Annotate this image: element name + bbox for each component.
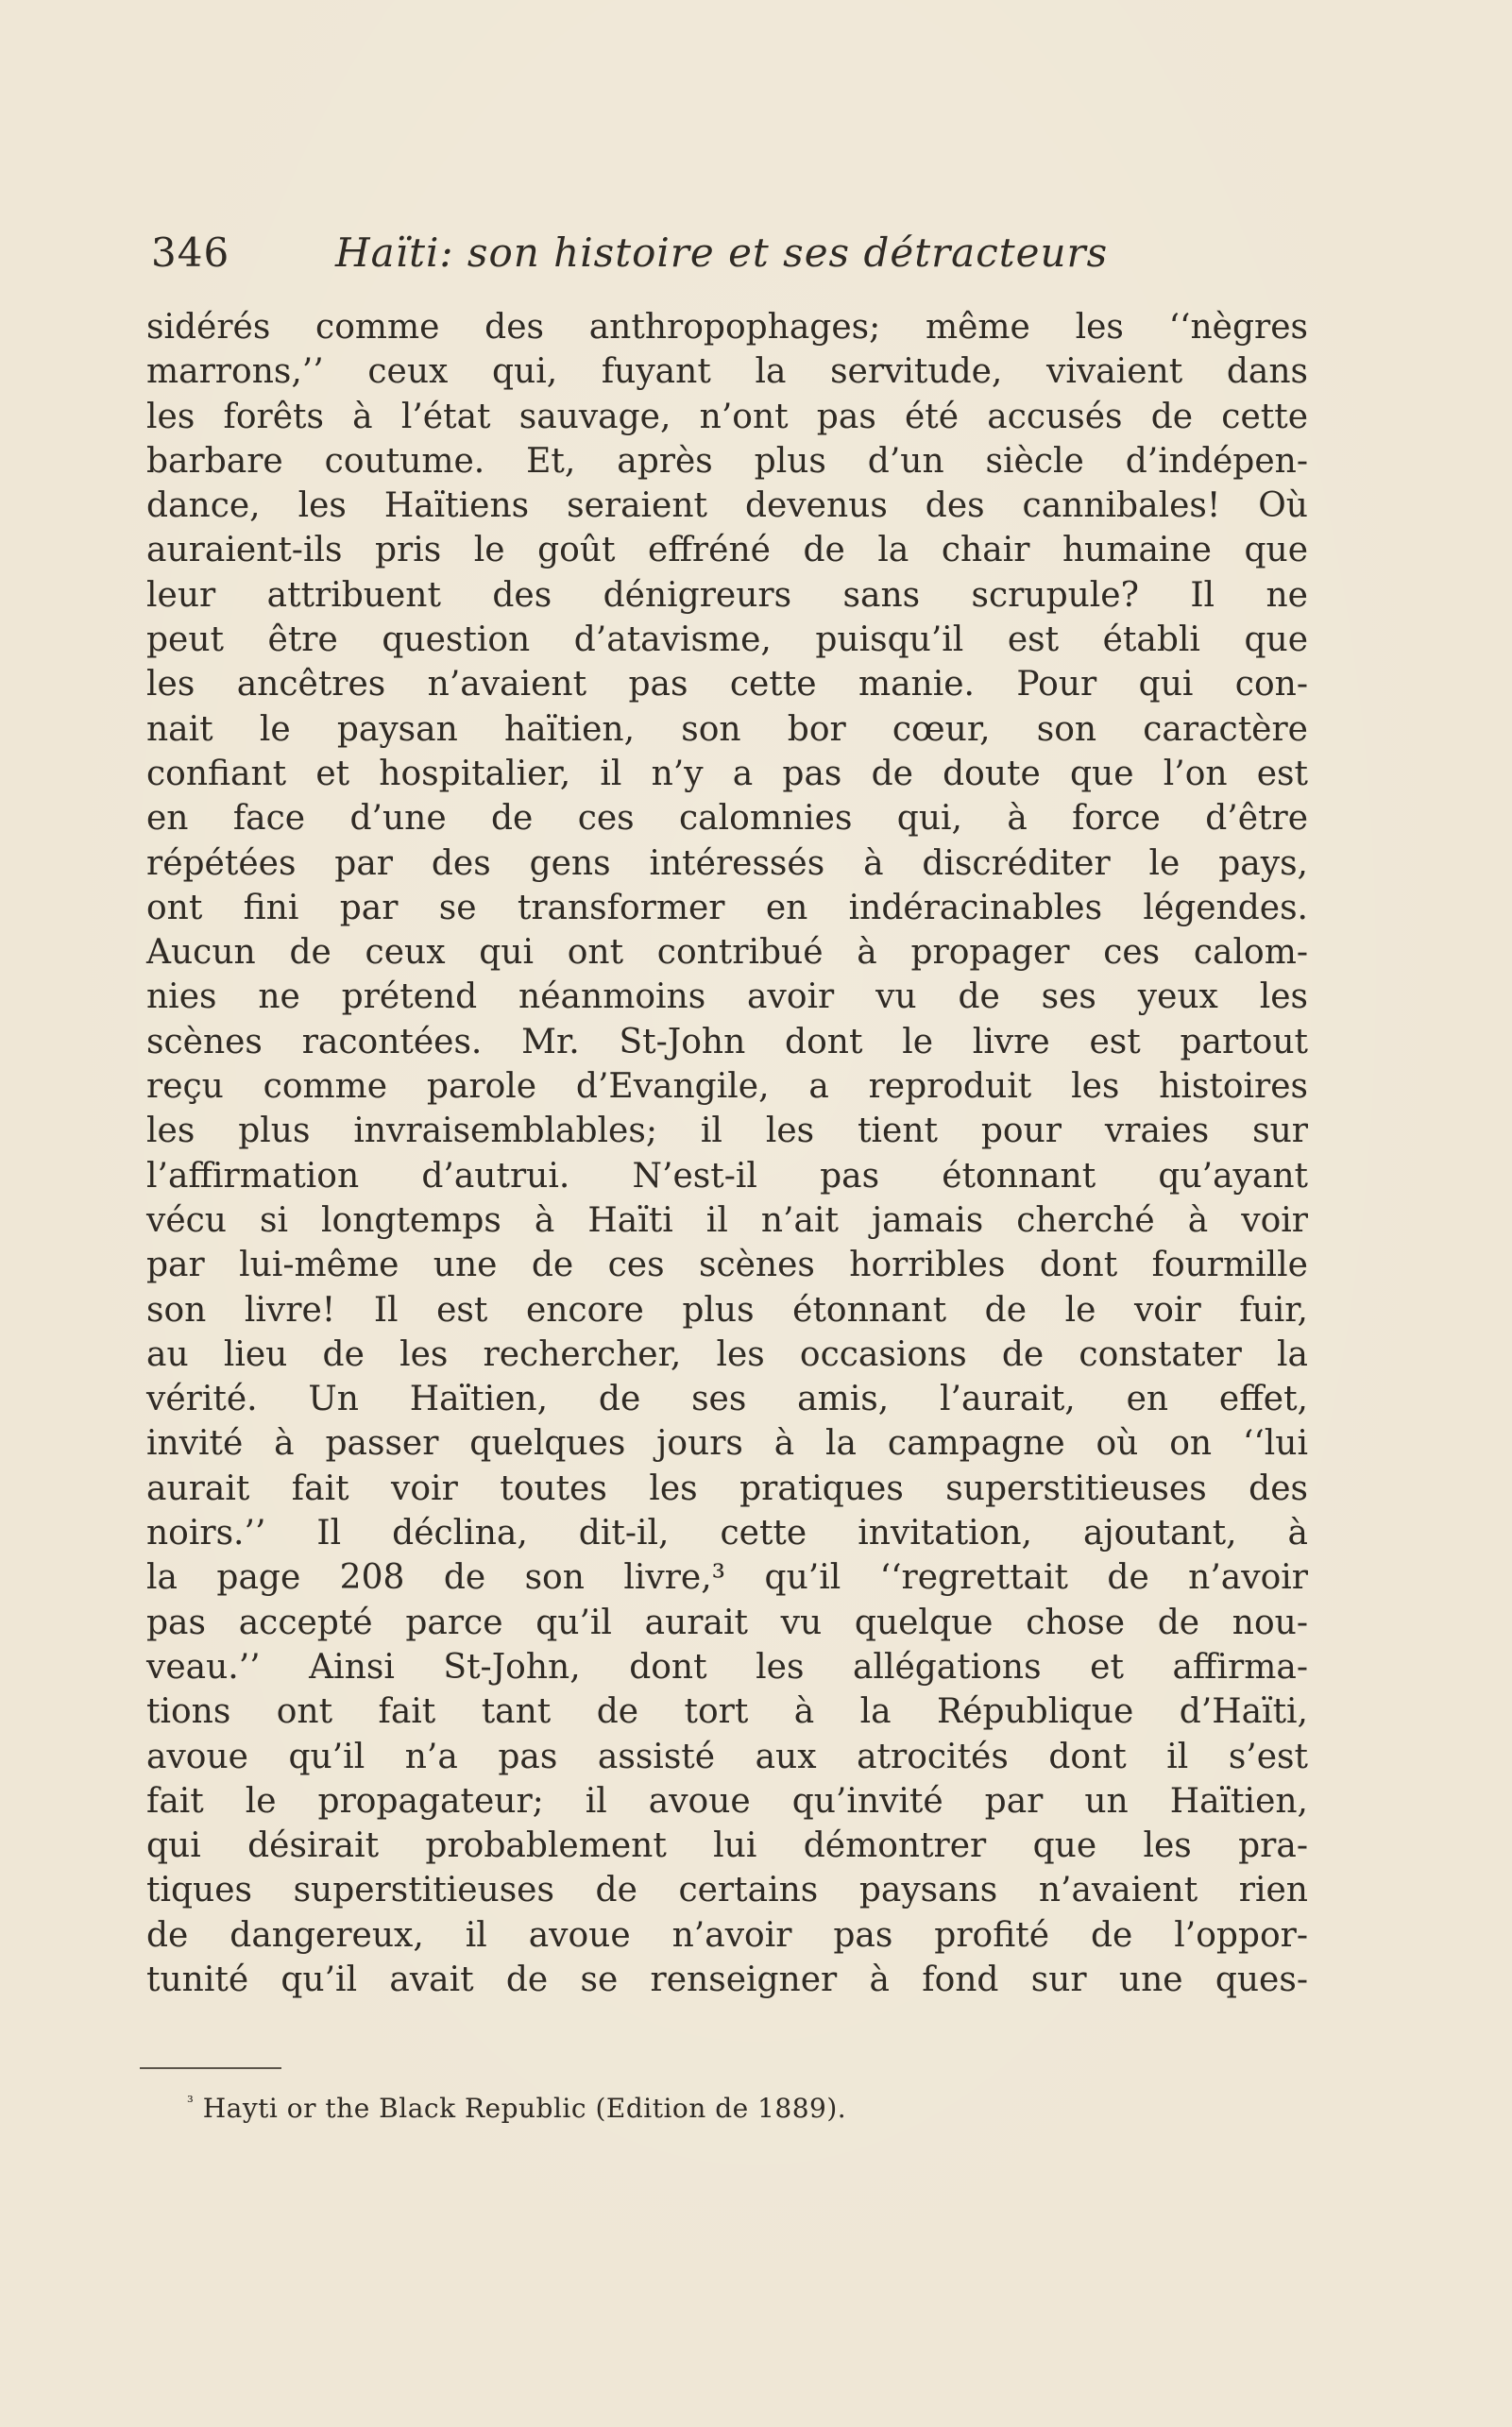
text-line: qui désirait probablement lui démontrer que les pra-: [146, 1826, 1308, 1866]
footnote-marker: ³: [187, 2093, 195, 2113]
body-text: [146, 305, 1308, 2002]
text-line: scènes racontées. Mr. St-John dont le livre est partout: [146, 1022, 1308, 1061]
text-line: la page 208 de son livre,³ qu’il ‘‘regrettait de n’avoir: [146, 1558, 1308, 1598]
text-line: leur attribuent des dénigreurs sans scrupule? Il ne: [146, 575, 1308, 615]
text-line: les plus invraisemblables; il les tient pour vraies sur: [146, 1112, 1308, 1151]
text-line: son livre! Il est encore plus étonnant de le voir fuir,: [146, 1290, 1308, 1330]
footnote: [187, 2090, 846, 2128]
text-line: les ancêtres n’avaient pas cette manie. Pour qui con-: [146, 665, 1308, 704]
text-line: nait le paysan haïtien, son bor cœur, son caractère: [146, 709, 1308, 749]
text-line: dance, les Haïtiens seraient devenus des cannibales! Où: [146, 486, 1308, 526]
text-line: nies ne prétend néanmoins avoir vu de ses yeux les: [146, 977, 1308, 1017]
text-line: reçu comme parole d’Evangile, a reproduit les histoires: [146, 1067, 1308, 1107]
text-line: aurait fait voir toutes les pratiques superstitieuses des: [146, 1468, 1308, 1508]
text-line: noirs.’’ Il déclina, dit-il, cette invitation, ajoutant, à: [146, 1514, 1308, 1553]
text-line: tions ont fait tant de tort à la République d’Haïti,: [146, 1692, 1308, 1732]
page-header: [151, 225, 1322, 281]
text-line: Aucun de ceux qui ont contribué à propager ces calom-: [146, 933, 1308, 973]
text-line: fait le propagateur; il avoue qu’invité par un Haïtien,: [146, 1781, 1308, 1821]
text-line: répétées par des gens intéressés à discréditer le pays,: [146, 843, 1308, 883]
text-line: de dangereux, il avoue n’avoir pas profité de l’oppor-: [146, 1915, 1308, 1955]
running-title: Haïti: son histoire et ses détracteurs: [335, 229, 1109, 276]
footnote-text: Hayti or the Black Republic (Edition de 1889).: [202, 2093, 847, 2124]
text-line: auraient-ils pris le goût effréné de la chair humaine que: [146, 531, 1308, 570]
text-line: par lui-même une de ces scènes horribles dont fourmille: [146, 1246, 1308, 1285]
footnote-separator-rule: [140, 2067, 281, 2069]
text-line: avoue qu’il n’a pas assisté aux atrocités dont il s’est: [146, 1737, 1308, 1776]
text-line: pas accepté parce qu’il aurait vu quelque chose de nou-: [146, 1603, 1308, 1642]
text-line: en face d’une de ces calomnies qui, à force d’être: [146, 799, 1308, 839]
text-line: ont fini par se transformer en indéracinables légendes.: [146, 888, 1308, 927]
text-line: marrons,’’ ceux qui, fuyant la servitude, vivaient dans: [146, 352, 1308, 392]
text-line: l’affirmation d’autrui. N’est-il pas étonnant qu’ayant: [146, 1156, 1308, 1196]
text-line: tiques superstitieuses de certains paysans n’avaient rien: [146, 1871, 1308, 1910]
text-line: peut être question d’atavisme, puisqu’il est établi que: [146, 620, 1308, 660]
text-line: vécu si longtemps à Haïti il n’ait jamais cherché à voir: [146, 1200, 1308, 1240]
text-line: invité à passer quelques jours à la campagne où on ‘‘lui: [146, 1424, 1308, 1464]
text-line: sidérés comme des anthropophages; même les ‘‘nègres: [146, 308, 1308, 347]
text-line: tunité qu’il avait de se renseigner à fond sur une ques-: [146, 1960, 1308, 1999]
text-line: confiant et hospitalier, il n’y a pas de doute que l’on est: [146, 754, 1308, 793]
page-number: 346: [151, 229, 230, 276]
text-line: au lieu de les rechercher, les occasions de constater la: [146, 1334, 1308, 1374]
text-line: les forêts à l’état sauvage, n’ont pas été accusés de cette: [146, 397, 1308, 436]
text-line: vérité. Un Haïtien, de ses amis, l’aurait, en effet,: [146, 1380, 1308, 1419]
text-line: veau.’’ Ainsi St-John, dont les allégations et affirma-: [146, 1647, 1308, 1687]
text-line: barbare coutume. Et, après plus d’un siècle d’indépen-: [146, 441, 1308, 481]
